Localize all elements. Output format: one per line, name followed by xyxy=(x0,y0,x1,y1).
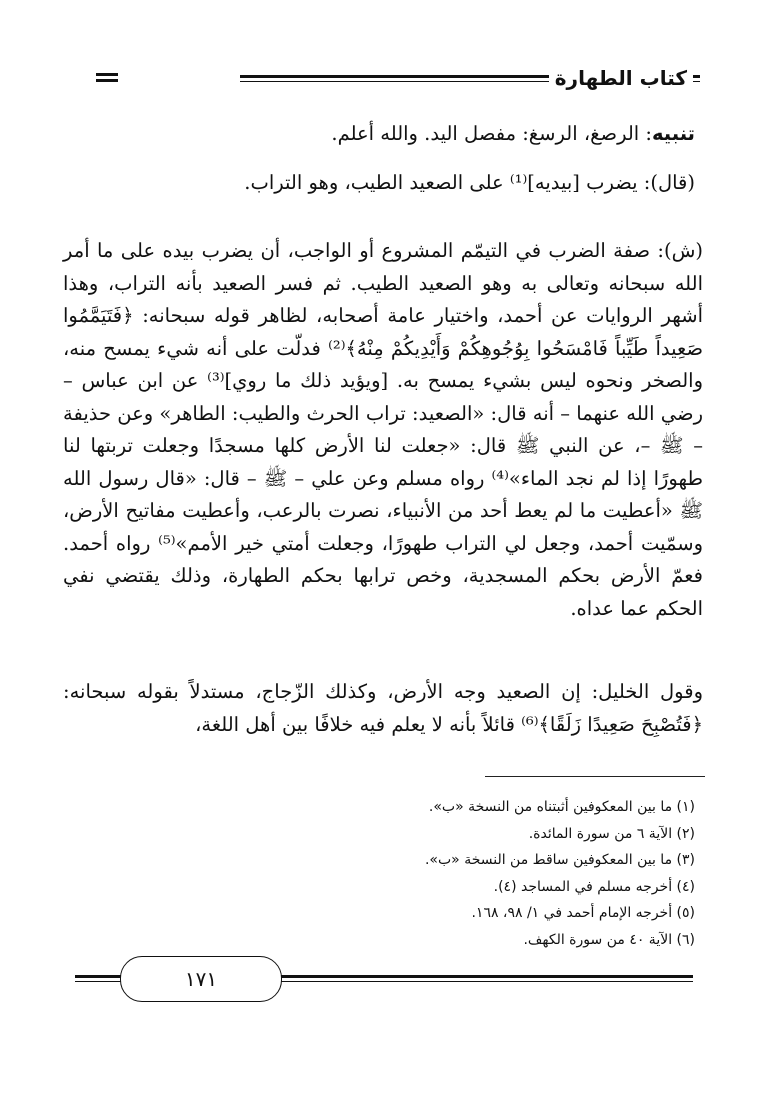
paragraph-commentary xyxy=(63,235,703,625)
page-number: ١٧١ xyxy=(120,956,282,1002)
footnote-item: (٥) أخرجه الإمام أحمد في ١/ ٩٨، ١٦٨. xyxy=(471,905,695,922)
paragraph-text: : الرصغ، الرسغ: مفصل اليد. والله أعلم. xyxy=(331,122,652,145)
footnote-item: (٦) الآية ٤٠ من سورة الكهف. xyxy=(523,931,695,948)
footnote-item: (١) ما بين المعكوفين أثبتناه من النسخة «ب». xyxy=(428,799,695,815)
running-header-title: كتاب الطهارة xyxy=(549,66,693,90)
paragraph-qala xyxy=(75,167,695,200)
paragraph-khalil xyxy=(63,676,703,741)
footnote-item: (٣) ما بين المعكوفين ساقط من النسخة «ب». xyxy=(424,852,695,869)
paragraph-note xyxy=(75,118,695,151)
header-ornament xyxy=(96,73,118,85)
paragraph-text: (قال): يضرب [بيديه]⁽¹⁾ على الصعيد الطيب، وهو التراب. xyxy=(244,171,695,194)
footnote-separator xyxy=(485,776,705,777)
footnotes xyxy=(55,794,695,954)
footnote-item: (٢) الآية ٦ من سورة المائدة. xyxy=(528,825,695,842)
note-label: تنبيه xyxy=(651,122,695,145)
paragraph-text: (ش): صفة الضرب في التيمّم المشروع أو الواجب، أن يضرب بيده على ما أمر الله سبحانه وتعالى به وهو الصعيد الطيب. ثم فسر الصعيد بأنه التراب، وهذا أشهر الروايات عن أحمد، واختيار عامة أصحابه، لظاهر قوله سبحانه: ﴿فَتَيَمَّمُوا صَعِيداً طَيِّباً فَامْسَحُوا بِوُجُوهِكُمْ وَأَيْدِيكُمْ مِنْهُ﴾⁽²⁾ فدلّت على أنه شيء يمسح منه، والصخر ونحوه ليس بشيء يمسح به. [ويؤيد ذلك ما روي]⁽³⁾ عن ابن عباس – رضي الله عنهما – أنه قال: «الصعيد: تراب الحرث والطيب: الطاهر» وعن حذيفة – ﷺ –، عن النبي ﷺ قال: «جعلت لنا الأرض كلها مسجدًا وجعلت تربتها لنا طهورًا إذا لم نجد الماء»⁽⁴⁾ رواه مسلم وعن علي – ﷺ – قال: «قال رسول الله ﷺ «أعطيت ما لم يعط أحد من الأنبياء، نصرت بالرعب، وأعطيت مفاتيح الأرض، وسمّيت أحمد، وجعل لي التراب طهورًا، وجعلت أمتي خير الأمم»⁽⁵⁾ رواه أحمد. فعمّ الأرض بحكم المسجدية، وخص ترابها بحكم الطهارة، وذلك يقتضي نفي الحكم عما عداه. xyxy=(63,239,703,620)
paragraph-text: وقول الخليل: إن الصعيد وجه الأرض، وكذلك الزّجاج، مستدلاً بقوله سبحانه: ﴿فَتُصْبِحَ صَعِيدًا زَلَقًا﴾⁽⁶⁾ قائلاً بأنه لا يعلم فيه خلافًا بين أهل اللغة، xyxy=(63,680,703,736)
footnote-item: (٤) أخرجه مسلم في المساجد (٤). xyxy=(493,878,695,895)
